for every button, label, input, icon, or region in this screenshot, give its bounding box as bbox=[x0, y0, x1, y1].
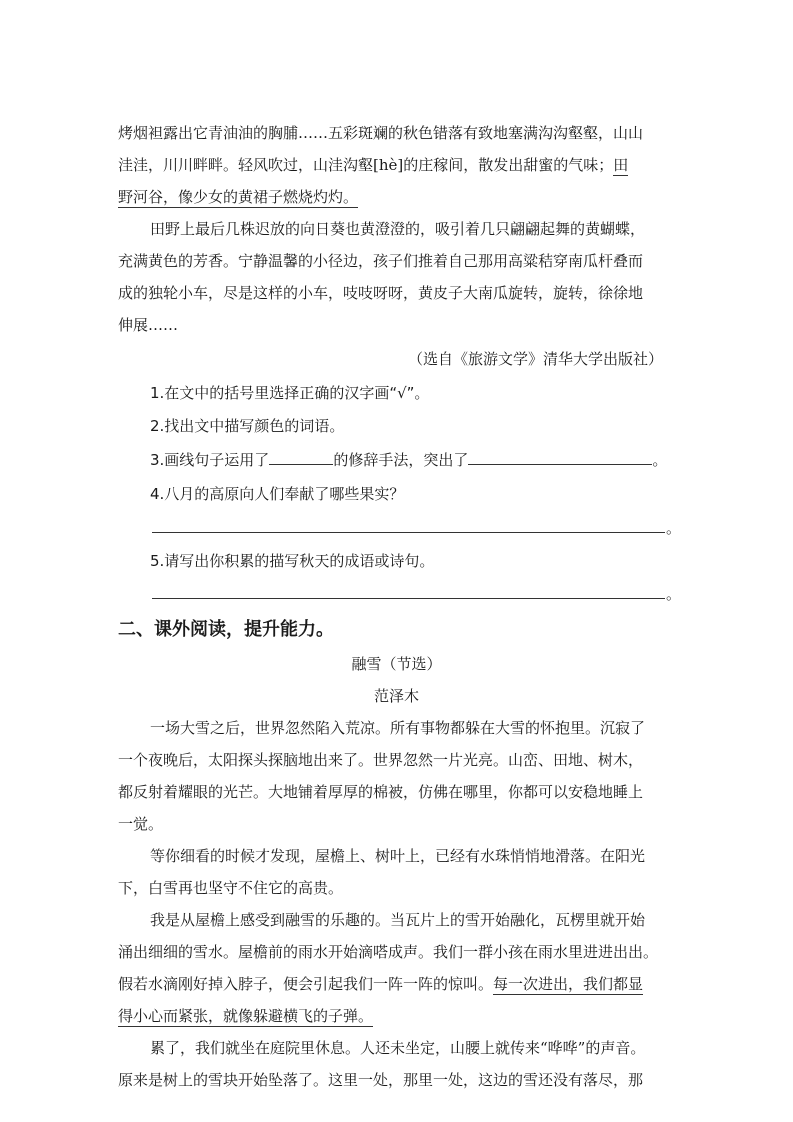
article-line-10-wrap bbox=[118, 1006, 373, 1026]
article-author: 范泽木 bbox=[373, 687, 419, 705]
question-2: 2.找出文中描写颜色的词语。 bbox=[150, 417, 345, 435]
passage1-underlined-sentence: 野河谷，像少女的黄裙子燃烧灼灼。 bbox=[118, 188, 359, 206]
question-3-part-a: 3.画线句子运用了 bbox=[150, 451, 270, 469]
passage1-line-1: 烤烟袒露出它青油油的胸脯……五彩斑斓的秋色错落有致地塞满沟沟壑壑，山山 bbox=[118, 124, 644, 142]
article-underlined-start: 每一次进出，我们都显 bbox=[493, 975, 644, 993]
passage1-line-7: 伸展…… bbox=[118, 316, 179, 334]
answer-blank-rhetoric[interactable] bbox=[269, 450, 333, 465]
passage1-line-4: 田野上最后几株迟放的向日葵也黄澄澄的，吸引着几只翩翩起舞的黄蝴蝶， bbox=[150, 220, 646, 238]
article-line-1: 一场大雪之后，世界忽然陷入荒凉。所有事物都躲在大雪的怀抱里。沉寂了 bbox=[150, 719, 646, 737]
question-3 bbox=[150, 450, 667, 470]
passage1-line-2: 洼洼，川川畔畔。轻风吹过，山洼沟壑[hè]的庄稼间，散发出甜蜜的气味； bbox=[118, 156, 614, 174]
article-line-4: 一觉。 bbox=[118, 815, 164, 833]
question-3-period: 。 bbox=[652, 451, 668, 469]
article-line-2: 一个夜晚后，太阳探头探脑地出来了。世界忽然一片光亮。山峦、田地、树木， bbox=[118, 751, 644, 769]
article-title: 融雪（节选） bbox=[351, 655, 442, 673]
answer-line-q5[interactable] bbox=[152, 598, 665, 599]
passage1-underlined-start: 田 bbox=[613, 156, 629, 174]
article-line-6: 下，白雪再也坚守不住它的高贵。 bbox=[118, 879, 344, 897]
question-4: 4.八月的高原向人们奉献了哪些果实？ bbox=[150, 485, 405, 503]
passage1-line-2-wrap bbox=[118, 155, 628, 175]
answer-line-q5-period: 。 bbox=[666, 585, 682, 603]
answer-blank-effect[interactable] bbox=[468, 450, 652, 465]
article-line-9-wrap bbox=[118, 974, 643, 994]
article-line-7: 我是从屋檐上感受到融雪的乐趣的。当瓦片上的雪开始融化，瓦楞里就开始 bbox=[150, 911, 646, 929]
article-line-11: 累了，我们就坐在庭院里休息。人还未坐定，山腰上就传来“哗哗”的声音。 bbox=[150, 1039, 646, 1057]
article-line-9: 假若水滴刚好掉入脖子，便会引起我们一阵一阵的惊叫。 bbox=[118, 975, 494, 993]
article-line-8: 涌出细细的雪水。屋檐前的雨水开始滴嗒成声。我们一群小孩在雨水里进进出出。 bbox=[118, 943, 659, 961]
passage1-line-3-wrap bbox=[118, 187, 358, 207]
question-1: 1.在文中的括号里选择正确的汉字画“√”。 bbox=[150, 384, 430, 402]
question-3-part-b: 的修辞手法，突出了 bbox=[333, 451, 469, 469]
passage1-line-6: 成的独轮小车，尽是这样的小车，吱吱呀呀，黄皮子大南瓜旋转，旋转，徐徐地 bbox=[118, 284, 644, 302]
passage1-source: （选自《旅游文学》清华大学出版社） bbox=[408, 350, 664, 368]
article-line-3: 都反射着耀眼的光芒。大地铺着厚厚的棉被，仿佛在哪里，你都可以安稳地睡上 bbox=[118, 783, 644, 801]
question-5: 5.请写出你积累的描写秋天的成语或诗句。 bbox=[150, 552, 435, 570]
answer-line-q4-period: 。 bbox=[666, 519, 682, 537]
article-underlined-sentence: 得小心而紧张，就像躲避横飞的子弹。 bbox=[118, 1007, 374, 1025]
section-2-heading: 二、课外阅读，提升能力。 bbox=[118, 619, 334, 640]
answer-line-q4[interactable] bbox=[152, 532, 665, 533]
article-line-12: 原来是树上的雪块开始坠落了。这里一处，那里一处，这边的雪还没有落尽，那 bbox=[118, 1071, 644, 1089]
passage1-line-5: 充满黄色的芳香。宁静温馨的小径边，孩子们推着自己那用高粱秸穿南瓜杆叠而 bbox=[118, 252, 644, 270]
article-line-5: 等你细看的时候才发现，屋檐上、树叶上，已经有水珠悄悄地滑落。在阳光 bbox=[150, 847, 646, 865]
